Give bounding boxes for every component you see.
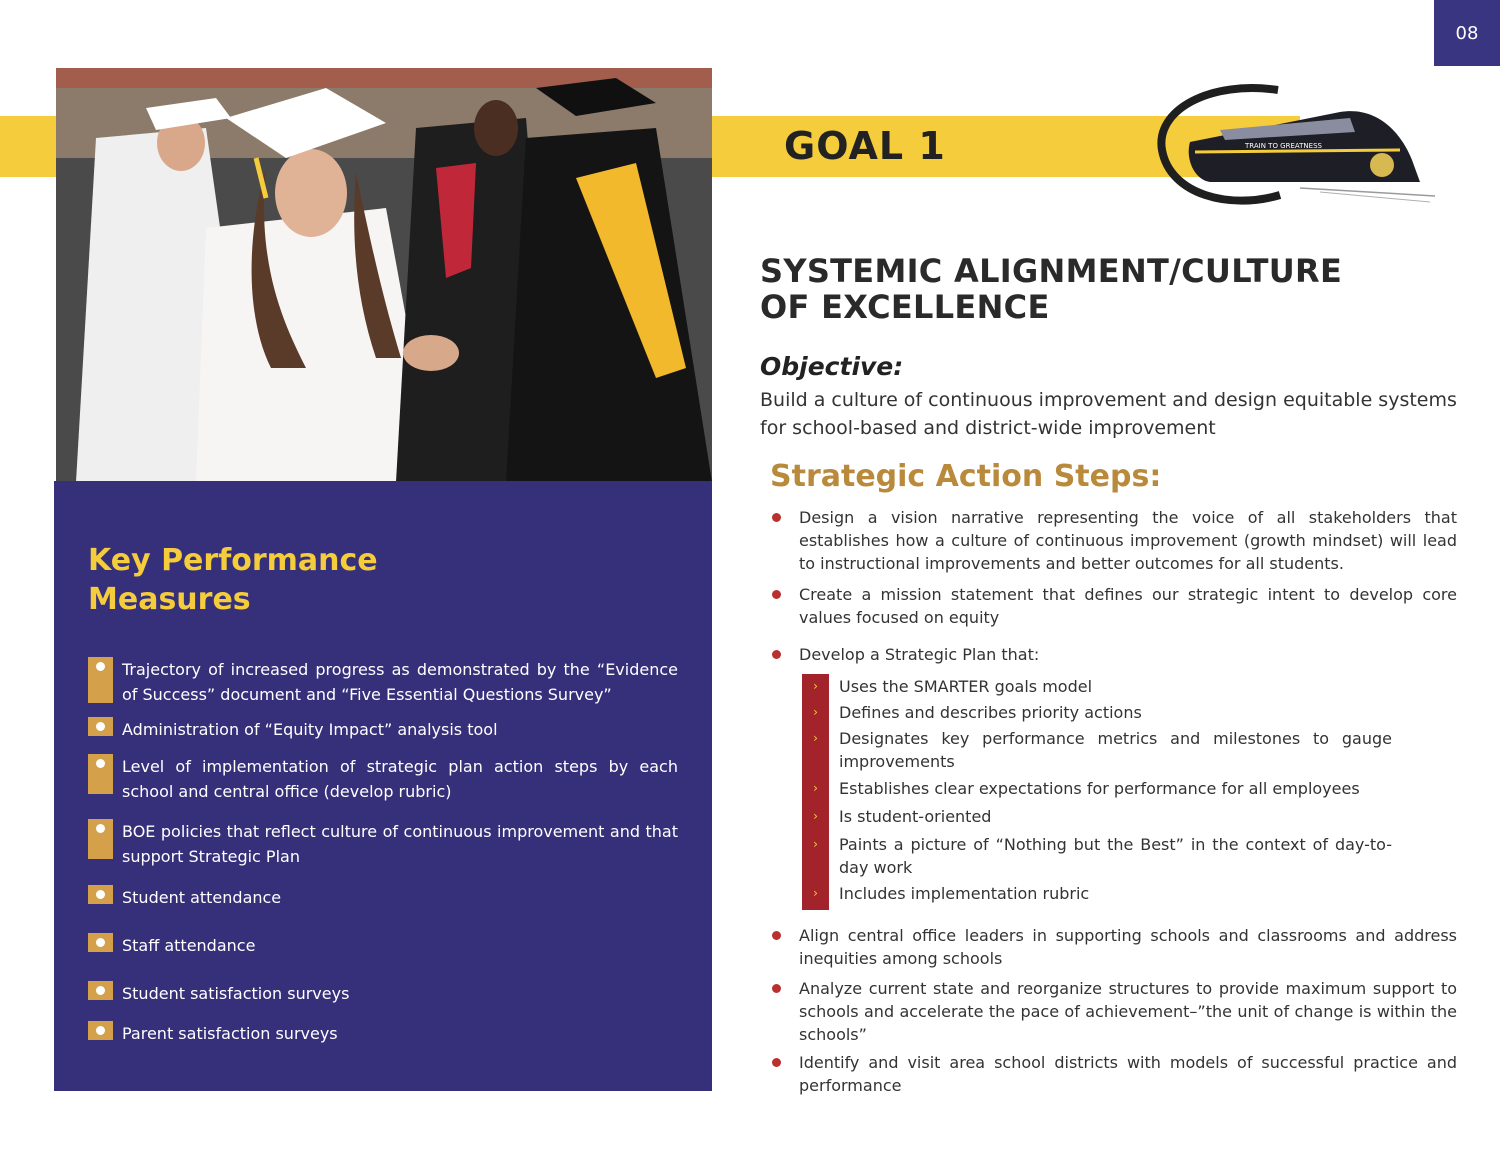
kpm-item (88, 885, 678, 910)
sub-item-text: Establishes clear expectations for performance for all employees (839, 779, 1360, 798)
kpm-title (88, 541, 378, 619)
bullet-icon (88, 885, 113, 904)
kpm-item (88, 933, 678, 958)
kpm-item-text: Administration of “Equity Impact” analysis tool (122, 720, 498, 739)
bullet-icon (88, 657, 113, 703)
section-title-line2: OF EXCELLENCE (760, 288, 1050, 326)
kpm-item (88, 657, 678, 707)
kpm-item (88, 754, 678, 804)
action-step (772, 924, 1457, 970)
sub-item-text: Is student-oriented (839, 807, 992, 826)
kpm-title-line2: Measures (88, 582, 251, 617)
sub-item-text: Includes implementation rubric (839, 884, 1090, 903)
bullet-icon (88, 933, 113, 952)
bullet-dot-icon (772, 1051, 799, 1067)
page-number-badge: 08 (1434, 0, 1500, 66)
action-step-text: Design a vision narrative representing the voice of all stakeholders that establishes how a culture of continuous improvement (growth mindset) will lead to instructional improvements and better outcomes for all students. (799, 508, 1457, 573)
sub-item (802, 727, 1392, 773)
chevron-right-icon: › (813, 886, 818, 900)
kpm-item (88, 819, 678, 869)
kpm-item-text: Trajectory of increased progress as demonstrated by the “Evidence of Success” document and “Five Essential Questions Survey” (122, 660, 678, 704)
goal-title: GOAL 1 (784, 124, 946, 168)
bullet-dot-icon (772, 506, 799, 522)
sub-item (802, 805, 1392, 828)
kpm-item (88, 1021, 678, 1046)
section-title-line1: SYSTEMIC ALIGNMENT/CULTURE (760, 252, 1343, 290)
chevron-right-icon: › (813, 731, 818, 745)
section-title (760, 253, 1342, 325)
bullet-icon (88, 717, 113, 736)
kpm-item-text: Level of implementation of strategic plan action steps by each school and central office (develop rubric) (122, 757, 678, 801)
train-logo-icon (1150, 70, 1440, 220)
chevron-right-icon: › (813, 679, 818, 693)
action-step (772, 977, 1457, 1046)
objective-label: Objective: (760, 352, 904, 381)
sub-item-text: Uses the SMARTER goals model (839, 677, 1093, 696)
action-step (772, 1051, 1457, 1097)
graduation-photo-icon (56, 68, 712, 482)
sub-item (802, 675, 1392, 698)
train-logo-text: TRAIN TO GREATNESS (1245, 142, 1322, 150)
sub-item (802, 882, 1392, 905)
bullet-dot-icon (772, 977, 799, 993)
chevron-right-icon: › (813, 837, 818, 851)
kpm-item-text: Student attendance (122, 888, 282, 907)
kpm-item (88, 981, 678, 1006)
kpm-item-text: Student satisfaction surveys (122, 984, 350, 1003)
kpm-item (88, 717, 678, 742)
graduation-photo (56, 68, 712, 482)
kpm-title-line1: Key Performance (88, 543, 378, 578)
action-step-text: Analyze current state and reorganize structures to provide maximum support to schools and accelerate the pace of achievement–”the unit of change is within the schools” (799, 979, 1457, 1044)
bullet-icon (88, 819, 113, 859)
sub-item (802, 701, 1392, 724)
sub-item-text: Defines and describes priority actions (839, 703, 1142, 722)
sub-item-text: Designates key performance metrics and milestones to gauge improvements (839, 729, 1392, 771)
bullet-icon (88, 1021, 113, 1040)
bullet-dot-icon (772, 924, 799, 940)
objective-text: Build a culture of continuous improvement and design equitable systems for school-based and district-wide improvement (760, 389, 1457, 439)
bullet-icon (88, 981, 113, 1000)
action-step-text: Identify and visit area school districts with models of successful practice and performance (799, 1053, 1457, 1095)
bullet-icon (88, 754, 113, 794)
sub-item (802, 777, 1392, 800)
chevron-right-icon: › (813, 781, 818, 795)
action-step (772, 583, 1457, 629)
key-performance-measures-panel (54, 481, 712, 1091)
kpm-item-text: Parent satisfaction surveys (122, 1024, 338, 1043)
action-step (772, 506, 1457, 575)
action-step-text: Develop a Strategic Plan that: (799, 645, 1040, 664)
chevron-right-icon: › (813, 705, 818, 719)
sub-item-text: Paints a picture of “Nothing but the Best” in the context of day-to-day work (839, 835, 1392, 877)
action-step-text: Align central office leaders in supporting schools and classrooms and address inequities among schools (799, 926, 1457, 968)
kpm-item-text: Staff attendance (122, 936, 256, 955)
action-step (772, 643, 1457, 666)
sub-item (802, 833, 1392, 879)
bullet-dot-icon (772, 583, 799, 599)
kpm-item-text: BOE policies that reflect culture of continuous improvement and that support Strategic Plan (122, 822, 678, 866)
strategic-action-steps-title: Strategic Action Steps: (770, 459, 1162, 494)
chevron-right-icon: › (813, 809, 818, 823)
bullet-dot-icon (772, 643, 799, 659)
action-step-text: Create a mission statement that defines our strategic intent to develop core values focused on equity (799, 585, 1457, 627)
